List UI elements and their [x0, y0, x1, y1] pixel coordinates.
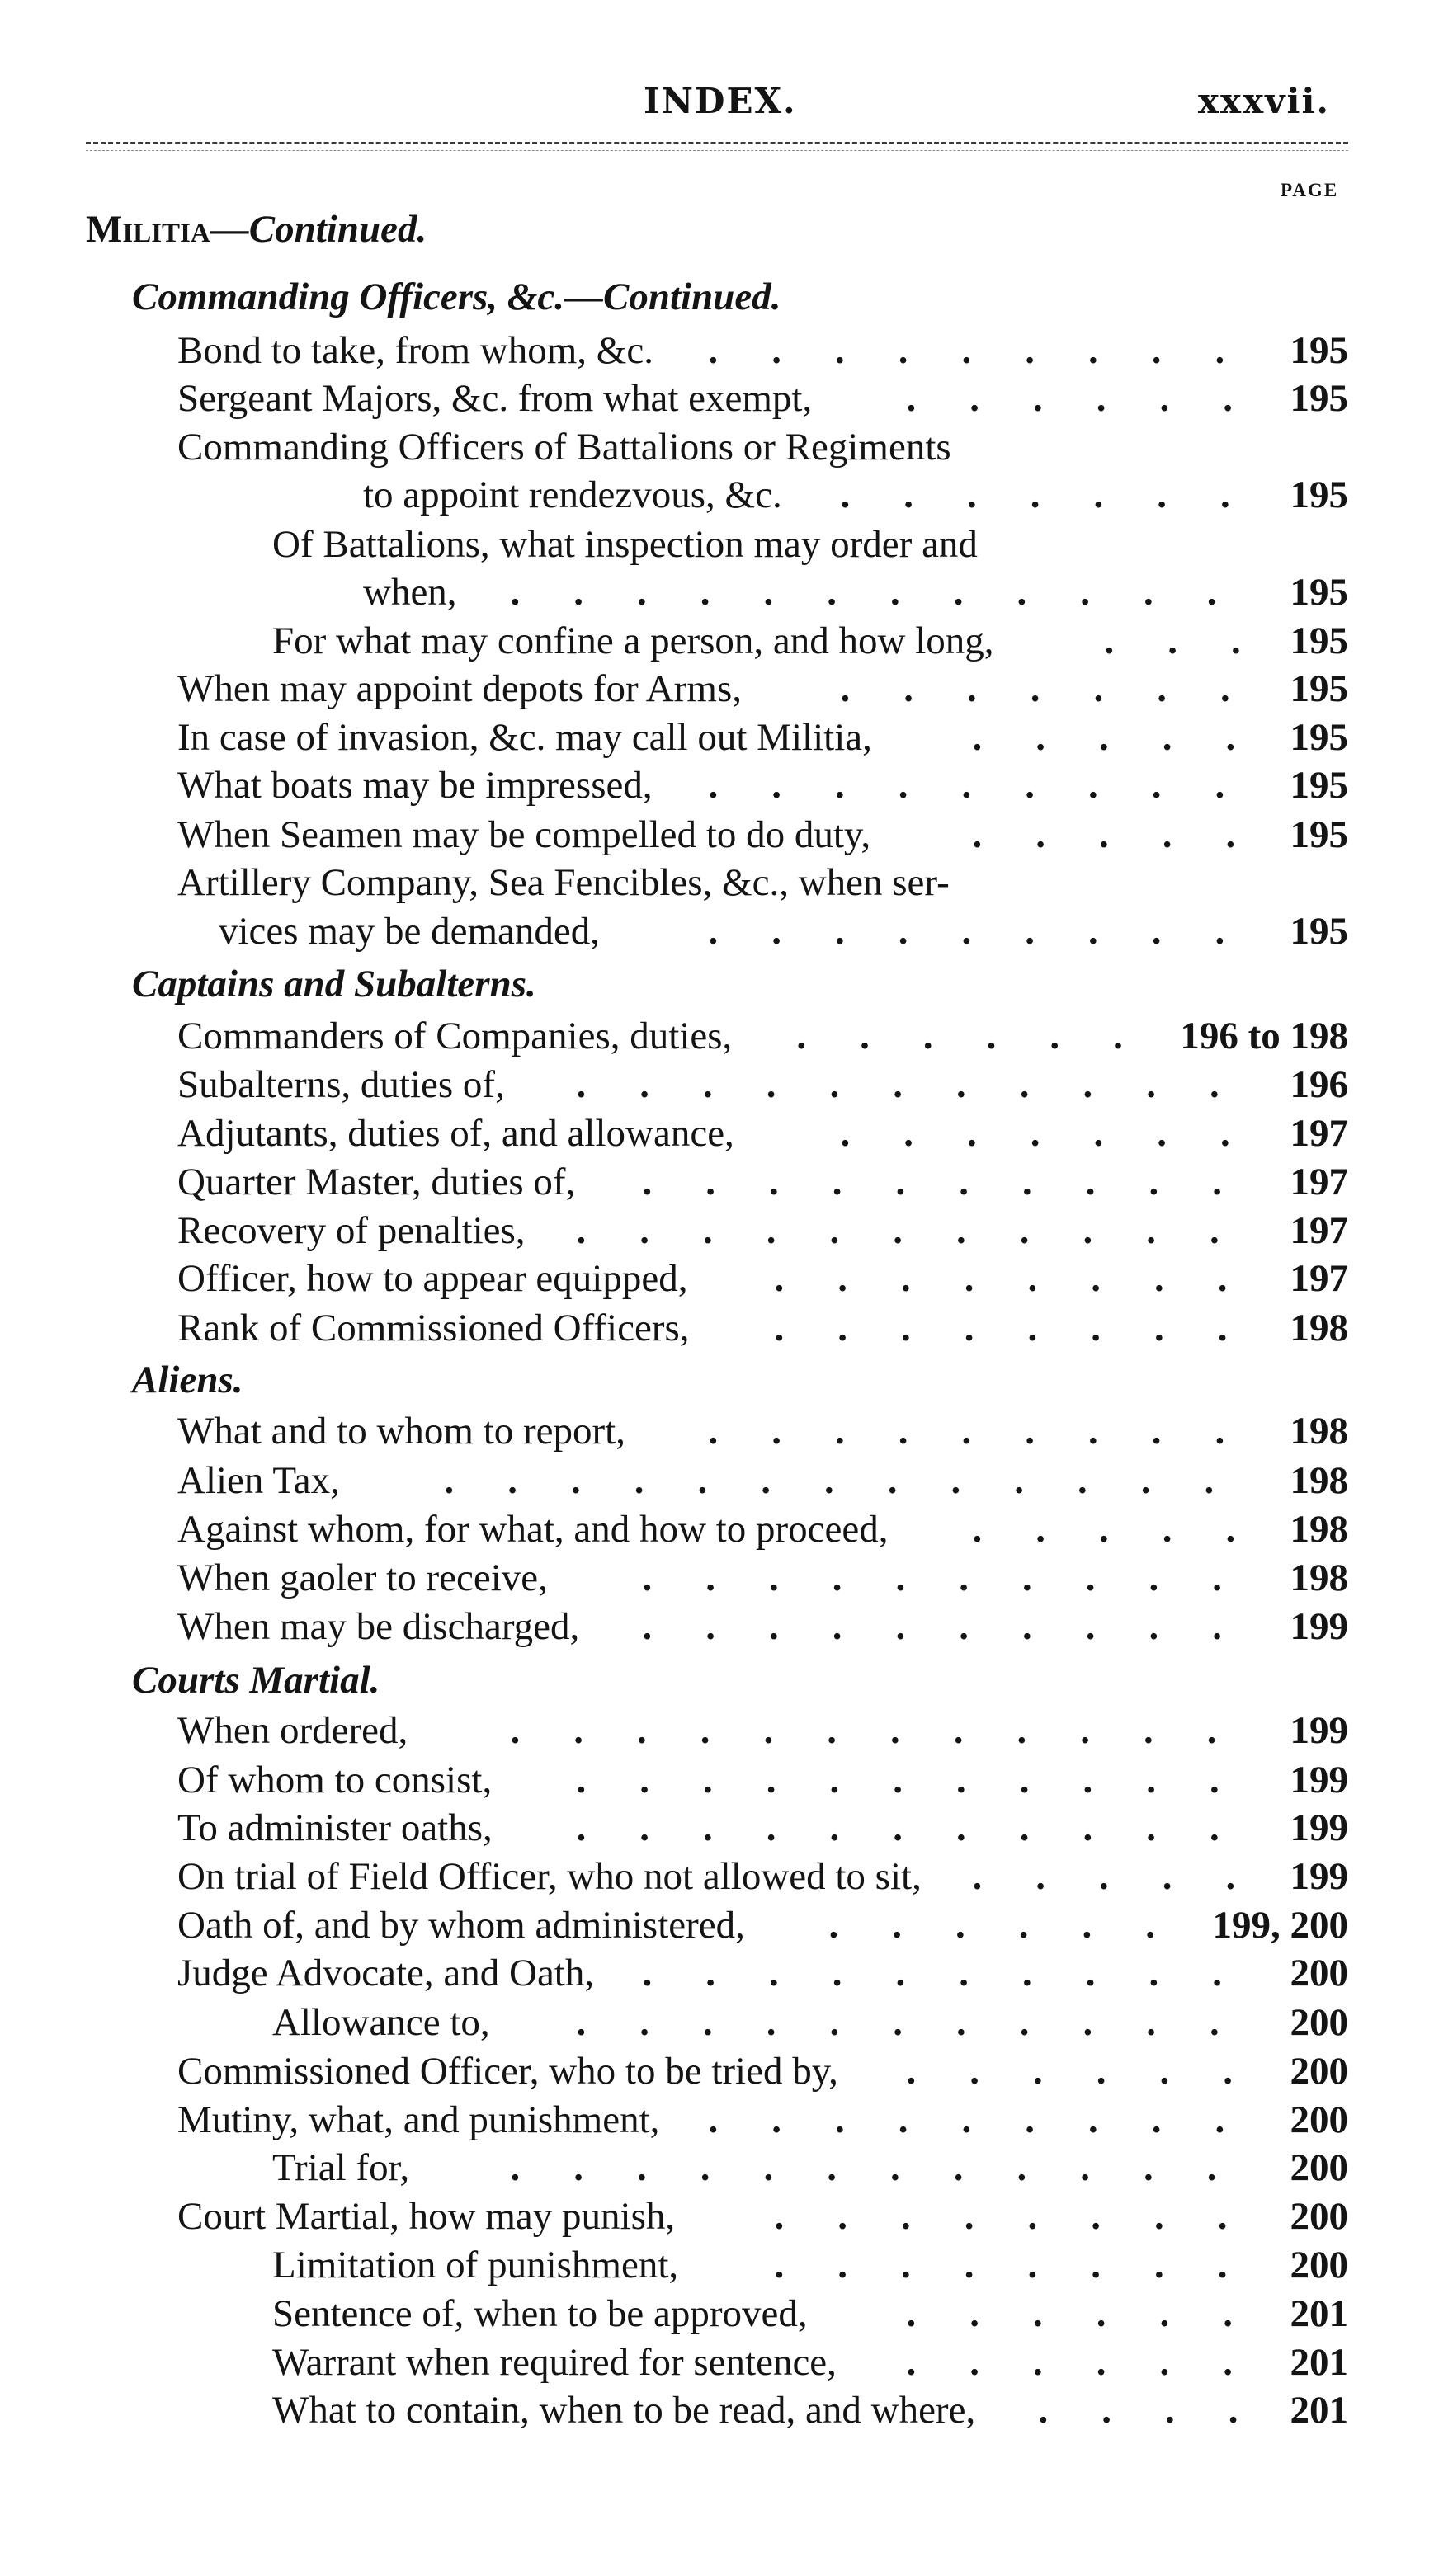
index-entry [272, 2385, 1434, 2435]
index-entry-page: 200 [1290, 2146, 1348, 2189]
index-entry-page: 198 [1290, 1459, 1348, 1502]
dot-leader: ........... [576, 1209, 1273, 1252]
dot-leader: ........... [576, 1806, 1273, 1849]
index-entry-page: 199 [1290, 1709, 1348, 1752]
index-entry-page: 197 [1290, 1209, 1348, 1252]
index-entry [177, 1900, 1434, 1950]
index-entry-text: Commanders of Companies, duties, [177, 1015, 733, 1057]
dot-leader: ........ [774, 2195, 1281, 2238]
subsection-title: Courts Martial. [132, 1659, 380, 1702]
index-entry [272, 2240, 1434, 2290]
index-entry-page: 195 [1290, 667, 1348, 710]
index-entry-text: To administer oaths, [177, 1806, 493, 1849]
subsection-title: Commanding Officers, &c.—Continued. [132, 275, 781, 318]
index-entry-page: 200 [1290, 2050, 1348, 2093]
index-entry-text: Allowance to, [272, 2001, 490, 2044]
subsection-heading [132, 1655, 1205, 1705]
dot-leader: ...... [828, 1904, 1209, 1947]
index-entry [177, 1109, 1434, 1158]
dot-leader: ............ [510, 1709, 1271, 1752]
index-entry-page: 197 [1290, 1257, 1348, 1300]
index-entry [272, 616, 1434, 666]
index-entry-page: 198 [1290, 1410, 1348, 1453]
index-entry [177, 1505, 1434, 1554]
index-entry [272, 2338, 1434, 2387]
index-entry [177, 1303, 1434, 1353]
dot-leader: ............. [444, 1459, 1268, 1502]
index-entry-text: Commanding Officers of Battalions or Regiments [177, 426, 951, 469]
index-entry-page: 198 [1290, 1508, 1348, 1551]
dot-leader: .......... [642, 1605, 1276, 1648]
index-entry-text: Recovery of penalties, [177, 1209, 526, 1252]
index-entry [177, 810, 1434, 859]
index-entry-text: When Seamen may be compelled to do duty, [177, 813, 871, 856]
dot-leader: ........... [576, 2001, 1273, 2044]
index-entry-text: On trial of Field Officer, who not allowed to sit, [177, 1855, 922, 1898]
index-entry-text: Rank of Commissioned Officers, [177, 1307, 690, 1349]
dot-leader: ...... [796, 1015, 1177, 1057]
index-entry-text: Court Martial, how may punish, [177, 2195, 676, 2238]
dot-leader: ... [1104, 619, 1295, 662]
index-entry-page: 200 [1290, 1952, 1348, 1994]
index-entry-text: For what may confine a person, and how long, [272, 619, 994, 662]
index-entry-page: 201 [1290, 2341, 1348, 2384]
index-entry [177, 422, 1434, 472]
index-entry [177, 1553, 1434, 1603]
index-entry-text: Adjutants, duties of, and allowance, [177, 1112, 734, 1155]
dot-leader: ..... [972, 1855, 1290, 1898]
dot-leader: ......... [708, 764, 1279, 807]
index-entry [177, 1706, 1434, 1755]
section-name: Militia [86, 208, 210, 251]
index-entry-page: 196 [1290, 1063, 1348, 1106]
index-entry [177, 1803, 1434, 1853]
index-entry-text: What to contain, when to be read, and where, [272, 2389, 976, 2432]
index-entry-page: 197 [1290, 1161, 1348, 1203]
index-entry-page: 199 [1290, 1759, 1348, 1801]
index-entry-page: 195 [1290, 377, 1348, 420]
index-entry-page: 200 [1290, 2001, 1348, 2044]
index-entry [177, 2046, 1434, 2096]
index-entry-page: 199 [1290, 1605, 1348, 1648]
index-entry-page: 201 [1290, 2292, 1348, 2335]
index-entry [177, 1254, 1434, 1303]
dot-leader: ......... [708, 2098, 1279, 2141]
section-heading [86, 205, 1348, 254]
index-entry-page: 200 [1290, 2244, 1348, 2286]
index-entry-text: Judge Advocate, and Oath, [177, 1952, 595, 1994]
index-entry-text: Artillery Company, Sea Fencibles, &c., when ser- [177, 861, 950, 904]
index-entry-page: 200 [1290, 2195, 1348, 2238]
index-entry-page: 198 [1290, 1556, 1348, 1599]
dot-leader: ...... [906, 2341, 1286, 2384]
index-entry [363, 567, 1434, 617]
subsection-title: Aliens. [132, 1359, 243, 1401]
index-entry-page: 199 [1290, 1806, 1348, 1849]
index-entry [177, 1206, 1434, 1255]
index-entry [177, 1406, 1434, 1456]
index-entry-text: Subalterns, duties of, [177, 1063, 505, 1106]
index-entry-page: 195 [1290, 764, 1348, 807]
index-entry [177, 1948, 1434, 1998]
index-entry [219, 907, 1434, 956]
index-entry-text: What boats may be impressed, [177, 764, 653, 807]
subsection-heading [132, 959, 1205, 1009]
index-entry [177, 1011, 1434, 1061]
dot-leader: ............ [510, 571, 1271, 614]
dot-leader: ...... [906, 2050, 1286, 2093]
dot-leader: ..... [972, 813, 1290, 856]
index-entry-page: 195 [1290, 473, 1348, 516]
index-entry-text: Sergeant Majors, &c. from what exempt, [177, 377, 813, 420]
index-entry [177, 2192, 1434, 2241]
index-entry-page: 200 [1290, 2098, 1348, 2141]
index-entry-text: Alien Tax, [177, 1459, 340, 1502]
index-entry-text: What and to whom to report, [177, 1410, 625, 1453]
index-entry-page: 195 [1290, 329, 1348, 372]
dot-leader: .... [1038, 2389, 1292, 2432]
index-entry-text: when, [363, 571, 457, 614]
index-entry [272, 2289, 1434, 2338]
dot-leader: ........ [774, 2244, 1281, 2286]
index-entry [177, 326, 1434, 375]
index-entry-page: 195 [1290, 813, 1348, 856]
dot-leader: ....... [840, 667, 1284, 710]
index-entry-text: In case of invasion, &c. may call out Militia, [177, 716, 872, 759]
index-entry [177, 761, 1434, 810]
subsection-heading [132, 272, 1205, 322]
section-continued: —Continued. [210, 208, 427, 251]
index-entry-page: 195 [1290, 619, 1348, 662]
index-entry-text: Bond to take, from whom, &c. [177, 329, 653, 372]
index-entry-text: Officer, how to appear equipped, [177, 1257, 688, 1300]
index-entry-text: Commissioned Officer, who to be tried by, [177, 2050, 838, 2093]
index-entry-text: Of whom to consist, [177, 1759, 493, 1801]
index-entry-page: 196 to 198 [1180, 1015, 1348, 1057]
index-entry-text: Sentence of, when to be approved, [272, 2292, 808, 2335]
dot-leader: ........ [774, 1307, 1281, 1349]
dot-leader: ........... [576, 1759, 1273, 1801]
index-entry [177, 1602, 1434, 1651]
dot-leader: ........ [774, 1257, 1281, 1300]
index-entry [177, 1755, 1434, 1805]
index-entry [272, 520, 1434, 569]
index-entry [177, 374, 1434, 423]
subsection-heading [132, 1355, 1205, 1405]
index-entry-text: Trial for, [272, 2146, 410, 2189]
dot-leader: ......... [708, 910, 1279, 953]
index-entry [177, 1060, 1434, 1109]
index-entry [177, 1852, 1434, 1901]
page-column-label: PAGE [1281, 180, 1339, 200]
index-entry-page: 199 [1290, 1855, 1348, 1898]
index-entry-text: Limitation of punishment, [272, 2244, 679, 2286]
index-entry-text: Against whom, for what, and how to proceed, [177, 1508, 889, 1551]
index-entry-text: to appoint rendezvous, &c. [363, 473, 782, 516]
index-entry [177, 664, 1434, 713]
section-heading-text [86, 205, 427, 254]
dot-leader: ...... [906, 377, 1286, 420]
index-entry [177, 858, 1434, 907]
running-header-title: INDEX. [644, 81, 797, 121]
index-entry-page: 198 [1290, 1307, 1348, 1349]
index-entry [177, 1456, 1434, 1505]
index-entry-text: Mutiny, what, and punishment, [177, 2098, 660, 2141]
index-entry [177, 2095, 1434, 2145]
index-entry [272, 1998, 1434, 2047]
index-entry-text: When ordered, [177, 1709, 408, 1752]
dot-leader: ............ [510, 2146, 1271, 2189]
running-header-page-number: xxxvii. [1198, 81, 1331, 121]
dot-leader: ....... [840, 473, 1284, 516]
index-entry [177, 713, 1434, 762]
index-entry-text: When gaoler to receive, [177, 1556, 548, 1599]
header-rule [86, 142, 1348, 144]
dot-leader: ....... [840, 1112, 1284, 1155]
index-entry-text: vices may be demanded, [219, 910, 600, 953]
dot-leader: .......... [642, 1952, 1276, 1994]
index-entry-page: 195 [1290, 571, 1348, 614]
subsection-title: Captains and Subalterns. [132, 963, 536, 1005]
dot-leader: ......... [708, 1410, 1279, 1453]
index-entry-page: 201 [1290, 2389, 1348, 2432]
index-entry-text: When may appoint depots for Arms, [177, 667, 742, 710]
index-entry-text: Quarter Master, duties of, [177, 1161, 576, 1203]
index-entry-text: When may be discharged, [177, 1605, 580, 1648]
dot-leader: .......... [642, 1161, 1276, 1203]
index-entry [272, 2143, 1434, 2192]
index-entry-text: Warrant when required for sentence, [272, 2341, 837, 2384]
index-entry-page: 199, 200 [1212, 1904, 1348, 1947]
index-entry-page: 195 [1290, 910, 1348, 953]
index-entry-text: Oath of, and by whom administered, [177, 1904, 745, 1947]
index-entry [177, 1157, 1434, 1207]
dot-leader: ...... [906, 2292, 1286, 2335]
dot-leader: ..... [972, 1508, 1290, 1551]
index-entry-page: 195 [1290, 716, 1348, 759]
dot-leader: .......... [642, 1556, 1276, 1599]
dot-leader: ......... [708, 329, 1279, 372]
dot-leader: ..... [972, 716, 1290, 759]
index-entry [363, 470, 1434, 520]
dot-leader: ........... [576, 1063, 1273, 1106]
index-entry-text: Of Battalions, what inspection may order and [272, 523, 978, 566]
index-entry-page: 197 [1290, 1112, 1348, 1155]
header-rule-thin [86, 150, 1348, 151]
